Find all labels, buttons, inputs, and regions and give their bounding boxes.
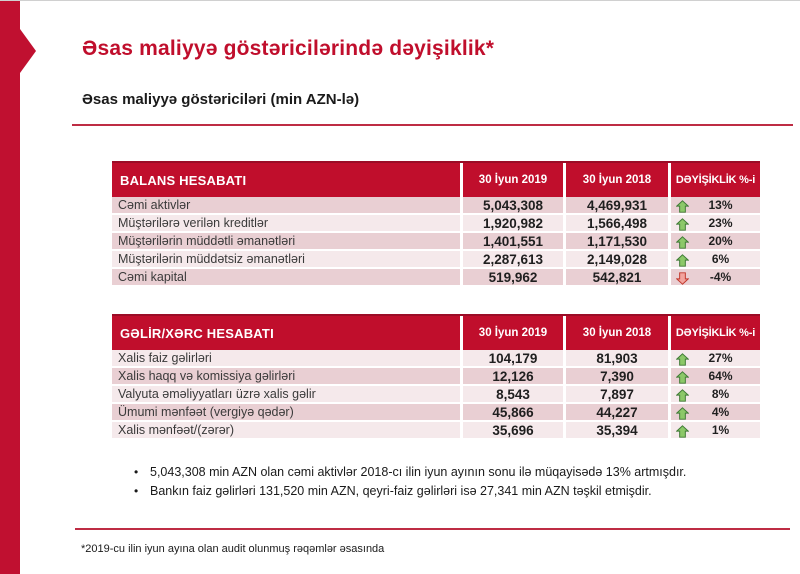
change-cell [668,422,760,438]
bullet-marker: • [134,465,139,479]
table-row [112,350,760,368]
value-2019: 12,126 [460,368,563,384]
value-2018: 7,897 [563,386,668,402]
change-percent: 20% [708,234,733,248]
change-cell [668,404,760,420]
change-percent: 6% [711,252,730,266]
table-row [112,404,760,422]
change-percent: 4% [711,405,730,419]
row-label: Cəmi aktivlər [118,198,191,212]
table-body [112,350,760,440]
change-arrow-icon [676,200,689,213]
summary-bullet-list [134,463,774,501]
bullet-marker: • [134,484,139,498]
value-2019: 519,962 [460,269,563,285]
footnote: *2019-cu ilin iyun ayına olan audit olunmuş rəqəmlər əsasında [81,543,385,555]
change-arrow-icon [676,236,689,249]
value-2019: 1,401,551 [460,233,563,249]
row-label: Cəmi kapital [118,270,187,284]
row-label: Xalis mənfəət/(zərər) [118,423,235,437]
table-row [112,269,760,287]
change-arrow-icon [676,407,689,420]
value-2018: 542,821 [563,269,668,285]
value-2019: 45,866 [460,404,563,420]
value-2019: 35,696 [460,422,563,438]
column-header-2018: 30 İyun 2018 [563,316,668,350]
value-2019: 104,179 [460,350,563,366]
list-item [134,482,774,501]
page-subtitle: Əsas maliyyə göstəriciləri (min AZN-lə) [82,91,360,108]
change-percent: 8% [711,387,730,401]
table-body [112,197,760,287]
value-2018: 81,903 [563,350,668,366]
list-item [134,463,774,482]
income-statement-table [112,314,760,440]
bullet-text: Bankın faiz gəlirləri 131,520 min AZN, qeyri-faiz gəlirləri isə 27,341 min AZN təşkil etmişdir. [150,484,652,498]
column-header-change: DƏYİŞİKLİK %-i [668,316,760,350]
table-header-row [112,161,760,197]
change-cell [668,233,760,249]
change-arrow-icon [676,371,689,384]
table-row [112,386,760,404]
column-header-change: DƏYİŞİKLİK %-i [668,163,760,197]
accent-arrow-shape [20,29,36,73]
bullet-text: 5,043,308 min AZN olan cəmi aktivlər 2018-cı ilin iyun ayının sonu ilə müqayisədə 13% artmışdır. [150,465,687,479]
change-percent: 23% [708,216,733,230]
table-row [112,215,760,233]
table-title: BALANS HESABATI [120,172,247,188]
column-header-2019: 30 İyun 2019 [460,316,563,350]
value-2018: 2,149,028 [563,251,668,267]
value-2018: 1,171,530 [563,233,668,249]
change-arrow-icon [676,353,689,366]
row-label: Müştərilərin müddətli əmanətləri [118,234,296,248]
change-cell [668,215,760,231]
left-accent-bar [0,1,20,574]
change-percent: 13% [708,198,733,212]
change-percent: 64% [708,369,733,383]
row-label: Xalis faiz gəlirləri [118,351,212,365]
table-header-row [112,314,760,350]
change-percent: -4% [709,270,732,284]
change-percent: 1% [711,423,730,437]
change-percent: 27% [708,351,733,365]
value-2019: 2,287,613 [460,251,563,267]
change-cell [668,269,760,285]
value-2018: 4,469,931 [563,197,668,213]
change-arrow-icon [676,272,689,285]
change-arrow-icon [676,425,689,438]
value-2019: 8,543 [460,386,563,402]
table-row [112,197,760,215]
value-2018: 35,394 [563,422,668,438]
row-label: Müştərilərin müddətsiz əmanətləri [118,252,305,266]
change-cell [668,368,760,384]
value-2019: 5,043,308 [460,197,563,213]
change-cell [668,197,760,213]
balance-sheet-table [112,161,760,287]
table-row [112,251,760,269]
column-header-2018: 30 İyun 2018 [563,163,668,197]
row-label: Ümumi mənfəət (vergiyə qədər) [118,405,294,419]
column-header-2019: 30 İyun 2019 [460,163,563,197]
change-cell [668,350,760,366]
table-row [112,368,760,386]
page-title: Əsas maliyyə göstəricilərində dəyişiklik* [82,37,495,60]
table-row [112,422,760,440]
value-2018: 7,390 [563,368,668,384]
value-2018: 1,566,498 [563,215,668,231]
row-label: Müştərilərə verilən kreditlər [118,216,269,230]
change-arrow-icon [676,254,689,267]
change-cell [668,386,760,402]
row-label: Xalis haqq və komissiya gəlirləri [118,369,296,383]
change-cell [668,251,760,267]
change-arrow-icon [676,389,689,402]
table-title: GƏLİR/XƏRC HESABATI [120,325,274,341]
value-2018: 44,227 [563,404,668,420]
change-arrow-icon [676,218,689,231]
table-row [112,233,760,251]
bottom-divider-line [75,528,790,530]
row-label: Valyuta əməliyyatları üzrə xalis gəlir [118,387,316,401]
top-divider-line [72,124,793,126]
value-2019: 1,920,982 [460,215,563,231]
